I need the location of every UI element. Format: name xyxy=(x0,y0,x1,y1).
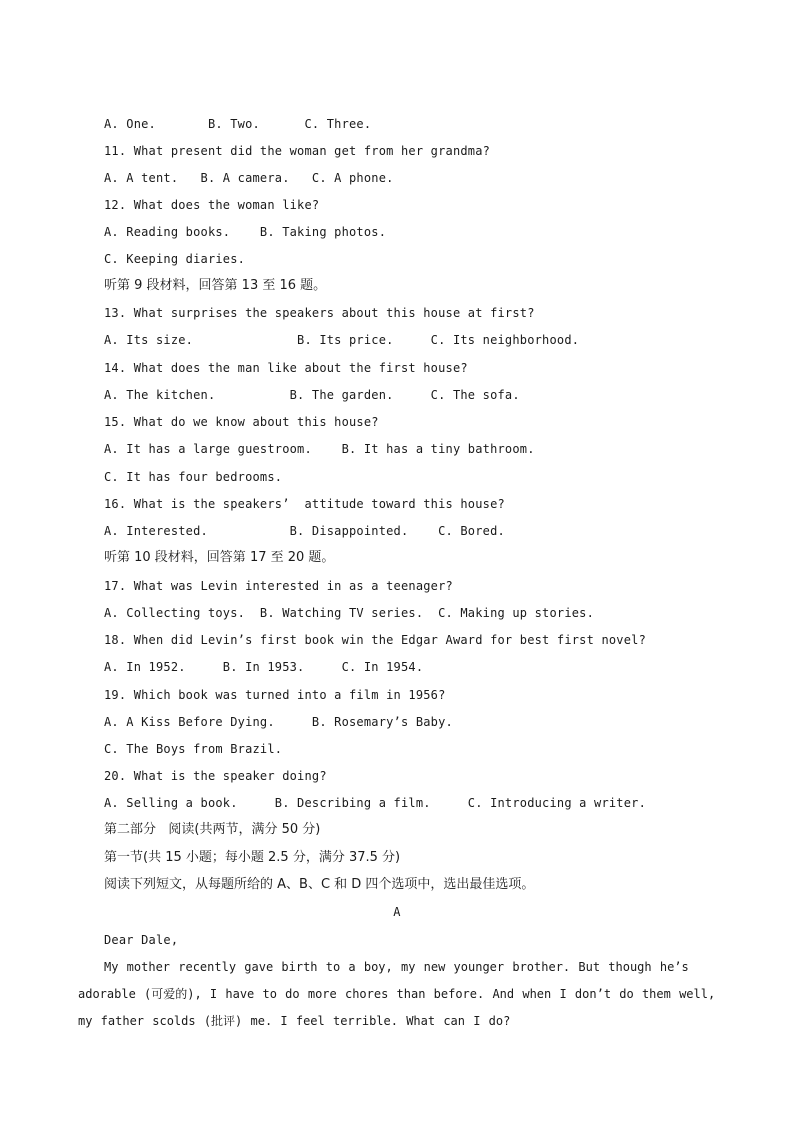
q15-options-ab: A. It has a large guestroom. B. It has a tiny bathroom. xyxy=(104,442,535,456)
q19-question: 19. Which book was turned into a film in 1956? xyxy=(104,688,446,702)
q14-question: 14. What does the man like about the first house? xyxy=(104,361,468,375)
section-instruction-9: 听第 9 段材料，回答第 13 至 16 题。 xyxy=(104,278,327,293)
q20-question: 20. What is the speaker doing? xyxy=(104,769,327,783)
letter-paragraph: My mother recently gave birth to a boy, my new younger brother. But though he’s adorable (可爱的), I have to do more chores than before. And when I don’t do them well, my father scolds (批评) me. I feel terrible. What can I do? xyxy=(78,960,716,1028)
q11-options: A. A tent. B. A camera. C. A phone. xyxy=(104,171,394,185)
q10-options: A. One. B. Two. C. Three. xyxy=(104,117,372,131)
section-one-heading: 第一节(共 15 小题；每小题 2.5 分，满分 37.5 分) xyxy=(104,850,401,865)
passage-label: A xyxy=(393,905,401,919)
q20-options: A. Selling a book. B. Describing a film. C. Introducing a writer. xyxy=(104,796,646,810)
q14-options: A. The kitchen. B. The garden. C. The sofa. xyxy=(104,388,520,402)
q19-option-c: C. The Boys from Brazil. xyxy=(104,742,283,756)
q19-options-ab: A. A Kiss Before Dying. B. Rosemary’s Baby. xyxy=(104,715,453,729)
q11-question: 11. What present did the woman get from her grandma? xyxy=(104,144,491,158)
reading-instruction: 阅读下列短文，从每题所给的 A、B、C 和 D 四个选项中，选出最佳选项。 xyxy=(104,877,535,892)
q15-question: 15. What do we know about this house? xyxy=(104,415,379,429)
q12-question: 12. What does the woman like? xyxy=(104,198,320,212)
part-two-heading: 第二部分 阅读(共两节，满分 50 分) xyxy=(104,822,321,837)
letter-salutation: Dear Dale, xyxy=(104,933,179,947)
q17-options: A. Collecting toys. B. Watching TV series. C. Making up stories. xyxy=(104,606,595,620)
q15-option-c: C. It has four bedrooms. xyxy=(104,470,283,484)
q17-question: 17. What was Levin interested in as a teenager? xyxy=(104,579,453,593)
q18-options: A. In 1952. B. In 1953. C. In 1954. xyxy=(104,660,424,674)
q13-options: A. Its size. B. Its price. C. Its neighborhood. xyxy=(104,333,580,347)
q16-options: A. Interested. B. Disappointed. C. Bored. xyxy=(104,524,505,538)
section-instruction-10: 听第 10 段材料，回答第 17 至 20 题。 xyxy=(104,550,335,565)
q13-question: 13. What surprises the speakers about this house at first? xyxy=(104,306,535,320)
q12-options-ab: A. Reading books. B. Taking photos. xyxy=(104,225,387,239)
q18-question: 18. When did Levin’s first book win the Edgar Award for best first novel? xyxy=(104,633,646,647)
q16-question: 16. What is the speakers’ attitude toward this house? xyxy=(104,497,505,511)
q12-option-c: C. Keeping diaries. xyxy=(104,252,246,266)
